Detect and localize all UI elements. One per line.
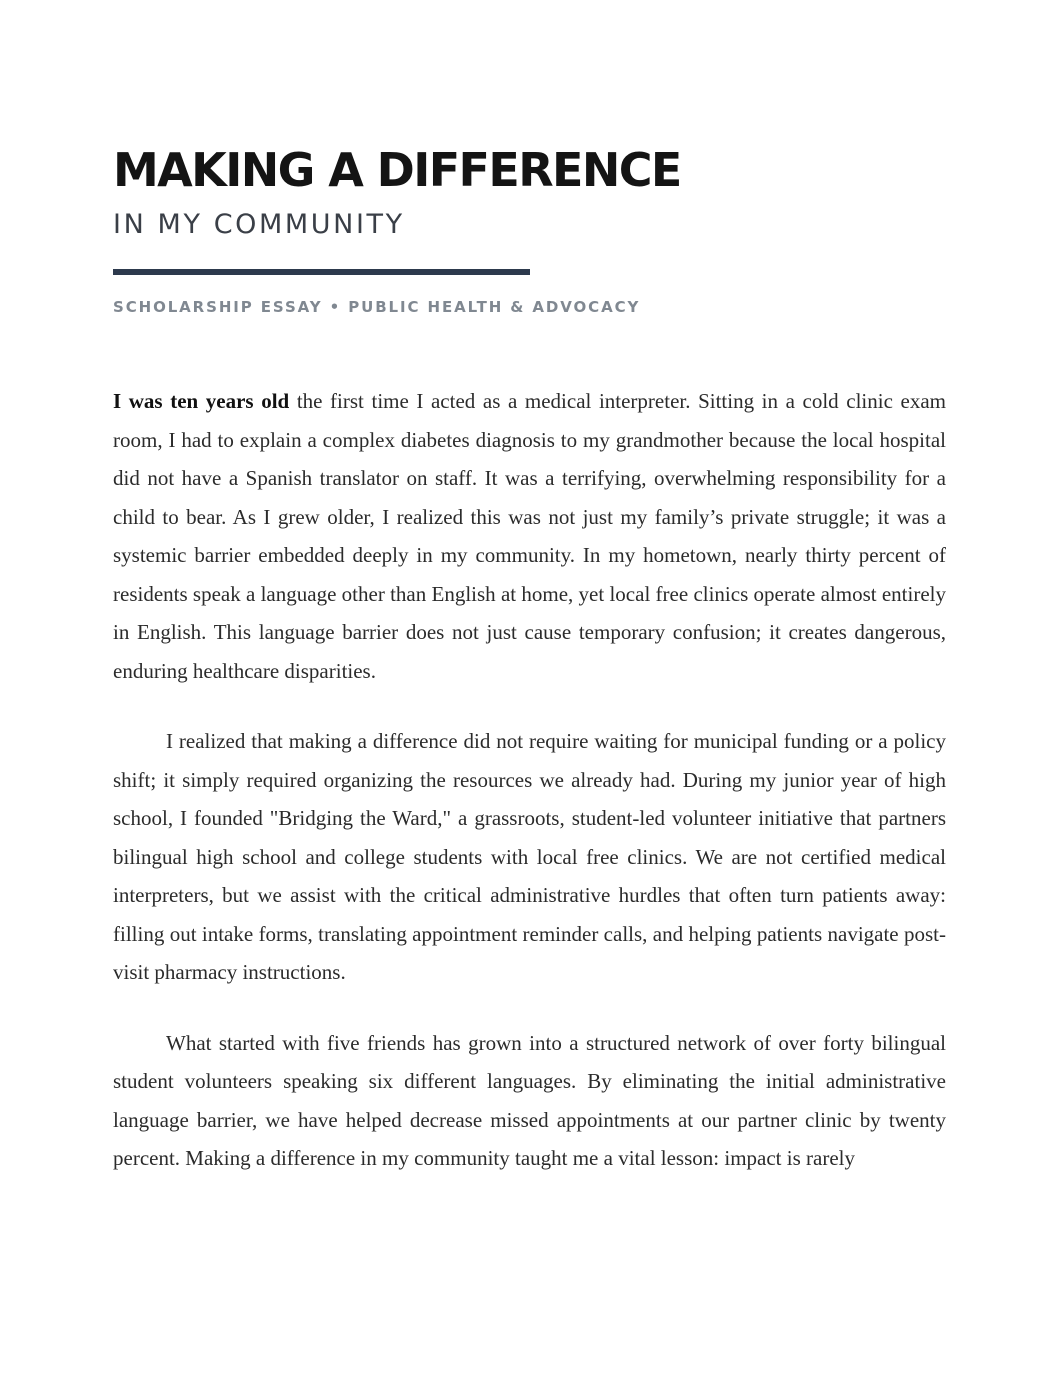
essay-category-label: SCHOLARSHIP ESSAY • PUBLIC HEALTH & ADVOCACY xyxy=(113,298,641,316)
essay-body xyxy=(113,382,946,1210)
paragraph-text: the first time I acted as a medical interpreter. Sitting in a cold clinic exam room, I had to explain a complex diabetes diagnosis to my grandmother because the local hospital did not have a Spanish translator on staff. It was a terrifying, overwhelming responsibility for a child to bear. As I grew older, I realized this was not just my family’s private struggle; it was a systemic barrier embedded deeply in my community. In my hometown, nearly thirty percent of residents speak a language other than English at home, yet local free clinics operate almost entirely in English. This language barrier does not just cause temporary confusion; it creates dangerous, enduring healthcare disparities. xyxy=(113,389,946,683)
paragraph-lead-in: I was ten years old xyxy=(113,389,290,413)
essay-paragraph-1 xyxy=(113,382,946,690)
title-divider xyxy=(113,269,530,275)
essay-paragraph-3: What started with five friends has grown into a structured network of over forty bilingual student volunteers speaking six different languages. By eliminating the initial administrative language barrier, we have helped decrease missed appointments at our partner clinic by twenty percent. Making a difference in my community taught me a vital lesson: impact is rarely xyxy=(113,1030,946,1170)
essay-title: MAKING A DIFFERENCE xyxy=(113,143,681,197)
essay-paragraph-2: I realized that making a difference did not require waiting for municipal funding or a policy shift; it simply required organizing the resources we already had. During my junior year of high school, I founded "Bridging the Ward," a grassroots, student-led volunteer initiative that partners bilingual high school and college students with local free clinics. We are not certified medical interpreters, but we assist with the critical administrative hurdles that often turn patients away: filling out intake forms, translating appointment reminder calls, and helping patients navigate post-visit pharmacy instructions. xyxy=(113,729,946,984)
page-bottom-margin xyxy=(0,1176,1062,1392)
essay-subtitle: IN MY COMMUNITY xyxy=(113,209,405,240)
